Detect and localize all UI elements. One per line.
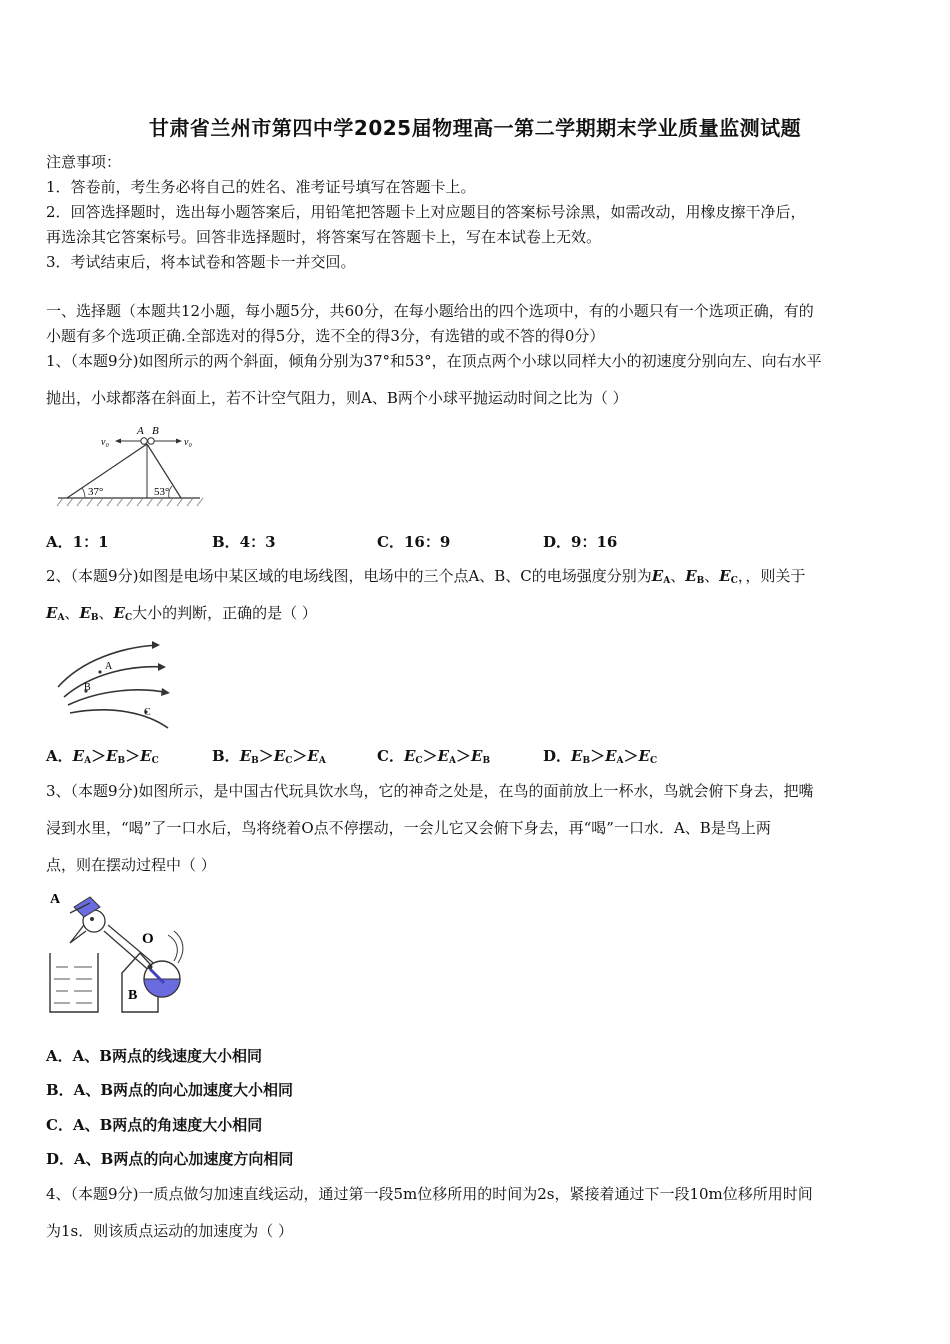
option-b[interactable]: B．A、B两点的向心加速度大小相同 <box>46 1081 293 1099</box>
notice-item: 3．考试结束后，将本试卷和答题卡一并交回。 <box>46 253 356 271</box>
option-a[interactable]: A．1：1 <box>46 533 109 551</box>
option-c[interactable]: C．A、B两点的角速度大小相同 <box>46 1116 263 1134</box>
question-2-text: $E_A$、$E_B$、$E_C$大小的判断，正确的是（ ） <box>46 604 317 623</box>
bird-label-b: B <box>128 988 138 1003</box>
option-c[interactable]: C．$E_C>E_A>E_B$ <box>377 747 491 766</box>
question-1-text: 抛出，小球都落在斜面上，若不计空气阻力，则A、B两个小球平抛运动时间之比为（ ） <box>46 389 628 407</box>
notice-item: 1．答卷前，考生务必将自己的姓名、准考证号填写在答题卡上。 <box>46 178 476 196</box>
question-3-text: 点，则在摆动过程中（ ） <box>46 856 216 874</box>
option-a[interactable]: A．$E_A>E_B>E_C$ <box>46 747 159 766</box>
fig-label-a: A <box>137 425 144 437</box>
option-c[interactable]: C．16：9 <box>377 533 451 551</box>
question-2-text: 2、（本题9分)如图是电场中某区域的电场线图，电场中的三个点A、B、C的电场强度分别为$E_A$、$E_B$、$E_C$，，则关于 <box>46 567 806 586</box>
fig-angle-left: 37° <box>88 486 104 498</box>
bird-label-a: A <box>50 892 61 907</box>
field-label-b: B <box>84 682 91 693</box>
question-2-options <box>46 744 908 768</box>
question-4-text: 4、（本题9分)一质点做匀加速直线运动，通过第一段5m位移所用的时间为2s，紧接着通过下一段10m位移所用时间 <box>46 1185 813 1203</box>
notice-heading: 注意事项： <box>46 153 122 171</box>
field-label-a: A <box>105 661 113 672</box>
electric-field-figure <box>52 635 172 730</box>
question-3-text: 浸到水里，“喝”了一口水后，鸟将绕着O点不停摆动，一会儿它又会俯下身去，再“喝”一口水．A、B是鸟上两 <box>46 819 771 837</box>
question-1-text: 1、（本题9分)如图所示的两个斜面，倾角分别为37°和53°，在顶点两个小球以同样大小的初速度分别向左、向右水平 <box>46 352 822 370</box>
page-title: 甘肃省兰州市第四中学2025届物理高一第二学期期末学业质量监测试题 <box>148 116 802 140</box>
section-intro: 小题有多个选项正确.全部选对的得5分，选不全的得3分，有选错的或不答的得0分） <box>46 327 605 345</box>
question-4-text: 为1s．则该质点运动的加速度为（ ） <box>46 1222 294 1240</box>
notice-item: 再选涂其它答案标号。回答非选择题时，将答案写在答题卡上，写在本试卷上无效。 <box>46 228 602 246</box>
inclined-planes-figure <box>55 420 210 508</box>
option-d[interactable]: D．9：16 <box>543 533 618 551</box>
option-d[interactable]: D．A、B两点的向心加速度方向相同 <box>46 1150 294 1168</box>
section-intro: 一、选择题（本题共12小题，每小题5分，共60分，在每小题给出的四个选项中，有的小题只有一个选项正确，有的 <box>46 302 814 320</box>
option-b[interactable]: B．4：3 <box>212 533 276 551</box>
bird-label-o: O <box>142 931 154 947</box>
notice-item: 2．回答选择题时，选出每小题答案后，用铅笔把答题卡上对应题目的答案标号涂黑，如需改动，用橡皮擦干净后， <box>46 203 806 221</box>
fig-label-b: B <box>152 425 159 437</box>
field-label-c: C <box>144 707 151 718</box>
question-1-options <box>46 530 908 554</box>
option-d[interactable]: D．$E_B>E_A>E_C$ <box>543 747 658 766</box>
option-a[interactable]: A．A、B两点的线速度大小相同 <box>46 1047 262 1065</box>
fig-v0-right: v₀ <box>184 437 192 448</box>
question-3-text: 3、（本题9分)如图所示，是中国古代玩具饮水鸟，它的神奇之处是，在鸟的面前放上一杯水，鸟就会俯下身去，把嘴 <box>46 782 814 800</box>
drinking-bird-figure <box>46 885 191 1015</box>
fig-angle-right: 53° <box>154 486 170 498</box>
fig-v0-left: v₀ <box>101 437 109 448</box>
option-b[interactable]: B．$E_B>E_C>E_A$ <box>212 747 326 766</box>
